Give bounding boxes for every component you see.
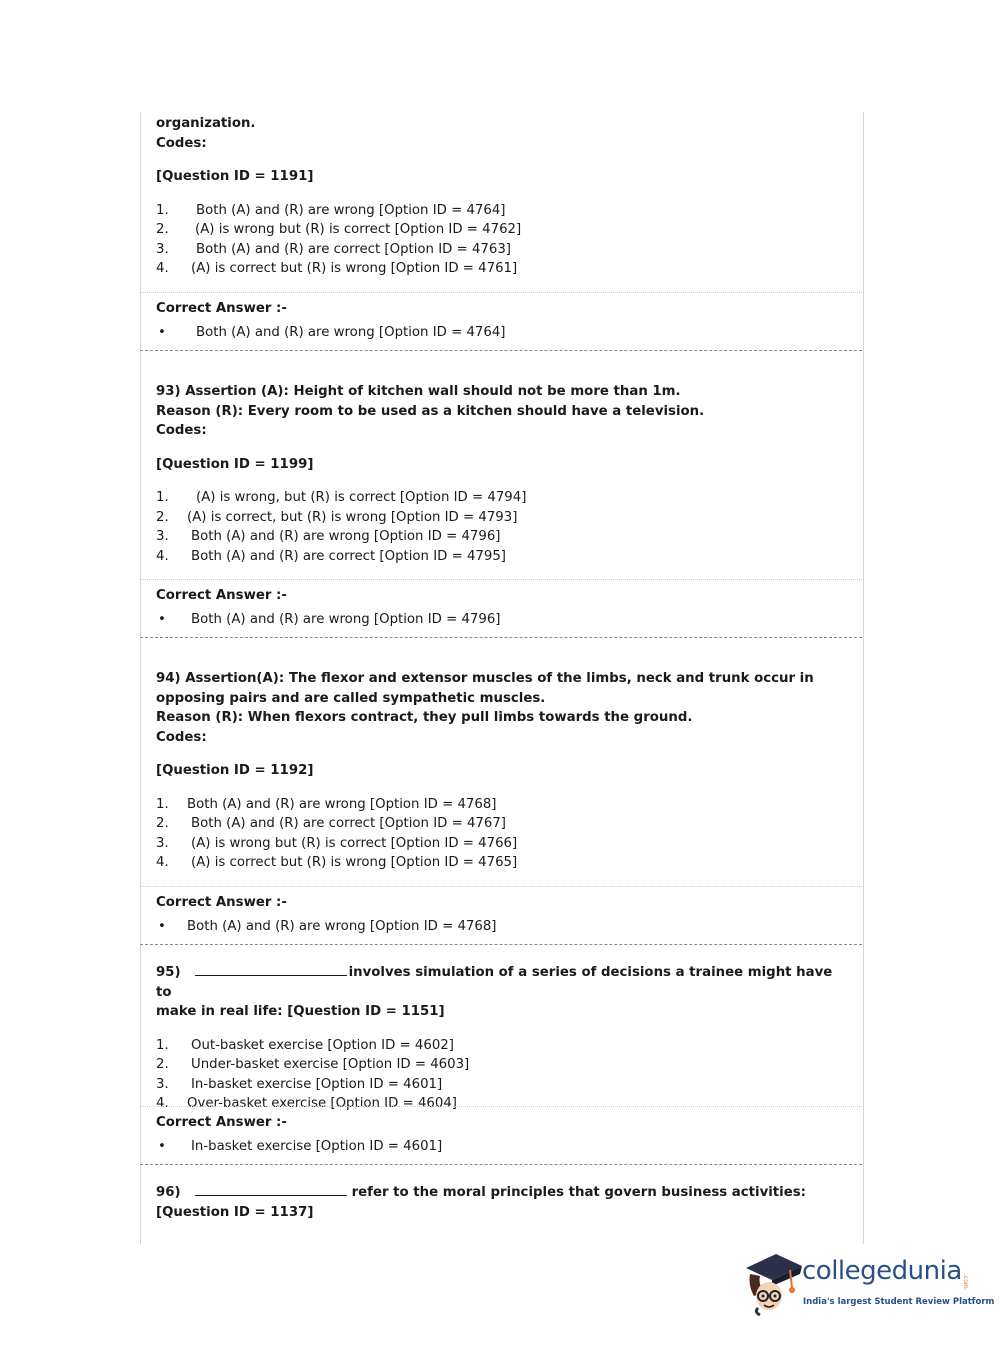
question-stem-line: [156, 1182, 846, 1203]
correct-answer-label: Correct Answer :-: [156, 895, 287, 910]
question-stem-text: involves simulation of a series of decisions a trainee might have to: [156, 965, 833, 1000]
question-id: [Question ID = 1199]: [156, 456, 314, 472]
logo-tagline: India's largest Student Review Platform: [803, 1297, 995, 1307]
correct-answer-label: Correct Answer :-: [156, 588, 287, 603]
option-item: [156, 201, 846, 221]
question-stem-line: organization.: [156, 116, 256, 131]
correct-answer-label: Correct Answer :-: [156, 301, 287, 316]
question-stem-line: Reason (R): When flexors contract, they pull limbs towards the ground.: [156, 710, 693, 725]
option-item: [156, 853, 846, 873]
correct-answer-section: [156, 893, 846, 936]
question-separator: [140, 637, 862, 638]
correct-answer-text: Both (A) and (R) are wrong [Option ID = 4764]: [196, 324, 506, 340]
option-number: 2.: [156, 816, 169, 831]
divider: [140, 1106, 862, 1107]
correct-answer-row: [156, 610, 846, 630]
option-number: 4.: [156, 548, 169, 564]
bullet-icon: •: [158, 324, 166, 340]
divider: [140, 886, 862, 887]
question-stem-line: Codes:: [156, 423, 207, 438]
question-94: [156, 669, 846, 873]
question-id: [Question ID = 1191]: [156, 169, 314, 184]
question-stem-line: 94) Assertion(A): The flexor and extensor muscles of the limbs, neck and trunk occur in: [156, 671, 814, 686]
option-text: Both (A) and (R) are correct [Option ID = 4795]: [191, 548, 506, 564]
logo-wordmark: collegedunia: [802, 1256, 962, 1286]
correct-answer-text: Both (A) and (R) are wrong [Option ID = 4796]: [191, 611, 501, 627]
correct-answer-row: [156, 917, 846, 937]
option-text: Both (A) and (R) are wrong [Option ID = 4764]: [196, 202, 506, 218]
option-text: (A) is correct but (R) is wrong [Option ID = 4765]: [191, 855, 518, 870]
question-number: 95): [156, 965, 181, 980]
question-95: [156, 962, 846, 1114]
options-list: [156, 1036, 846, 1114]
option-item: [156, 1075, 846, 1095]
options-list: [156, 201, 846, 279]
option-text: Both (A) and (R) are correct [Option ID = 4763]: [196, 241, 511, 257]
bullet-icon: •: [158, 1138, 166, 1154]
option-number: 2.: [156, 222, 169, 237]
question-separator: [140, 350, 862, 351]
option-number: 1.: [156, 490, 169, 505]
option-text: Both (A) and (R) are wrong [Option ID = 4796]: [191, 529, 501, 544]
option-text: (A) is correct but (R) is wrong [Option ID = 4761]: [191, 261, 518, 276]
question-stem-line: opposing pairs and are called sympathetic muscles.: [156, 690, 546, 706]
question-id: [Question ID = 1137]: [156, 1204, 314, 1220]
option-number: 4.: [156, 855, 169, 870]
collegedunia-logo[interactable]: [742, 1248, 995, 1320]
question-separator: [140, 944, 862, 945]
option-item: [156, 220, 846, 240]
option-text: In-basket exercise [Option ID = 4601]: [191, 1076, 443, 1092]
option-text: Over-basket exercise [Option ID = 4604]: [187, 1096, 457, 1111]
option-text: Both (A) and (R) are correct [Option ID = 4767]: [191, 816, 506, 831]
option-number: 2.: [156, 509, 169, 525]
question-96: [156, 1182, 846, 1222]
option-item: [156, 508, 846, 528]
option-number: 3.: [156, 529, 169, 544]
option-text: Both (A) and (R) are wrong [Option ID = 4768]: [187, 796, 497, 812]
mascot-icon: [742, 1248, 804, 1316]
question-id: [Question ID = 1192]: [156, 763, 314, 778]
option-number: 4.: [156, 261, 169, 276]
correct-answer-section: [156, 299, 846, 342]
bullet-icon: •: [158, 611, 166, 627]
option-number: 3.: [156, 241, 169, 257]
option-item: [156, 547, 846, 567]
option-item: [156, 259, 846, 279]
option-text: Out-basket exercise [Option ID = 4602]: [191, 1037, 454, 1053]
option-item: [156, 814, 846, 834]
option-item: [156, 1036, 846, 1056]
option-number: 4.: [156, 1096, 169, 1111]
question-separator: [140, 1164, 862, 1165]
option-number: 3.: [156, 835, 169, 851]
correct-answer-row: [156, 1137, 846, 1157]
correct-answer-label: Correct Answer :-: [156, 1115, 287, 1130]
option-text: (A) is wrong but (R) is correct [Option ID = 4766]: [191, 835, 518, 851]
options-list: [156, 795, 846, 873]
option-number: 3.: [156, 1076, 169, 1092]
divider: [140, 292, 862, 293]
question-stem-line: Codes:: [156, 135, 207, 151]
options-list: [156, 488, 846, 566]
correct-answer-row: [156, 323, 846, 343]
option-number: 1.: [156, 1037, 169, 1053]
option-number: 1.: [156, 796, 169, 812]
question-92-tail: [156, 114, 846, 279]
option-text: (A) is wrong, but (R) is correct [Option ID = 4794]: [196, 490, 527, 505]
question-stem-line: [156, 962, 846, 1002]
correct-answer-text: Both (A) and (R) are wrong [Option ID = 4768]: [187, 918, 497, 934]
option-item: [156, 527, 846, 547]
question-stem-line: Reason (R): Every room to be used as a kitchen should have a television.: [156, 403, 705, 419]
question-stem-line: 93) Assertion (A): Height of kitchen wall should not be more than 1m.: [156, 384, 681, 399]
question-stem-text: refer to the moral principles that govern business activities:: [351, 1185, 806, 1200]
option-item: [156, 488, 846, 508]
option-number: 1.: [156, 202, 169, 218]
question-stem-line: make in real life: [Question ID = 1151]: [156, 1004, 445, 1019]
option-item: [156, 1094, 846, 1114]
question-number: 96): [156, 1185, 181, 1200]
fill-blank: [195, 1182, 347, 1196]
option-item: [156, 1055, 846, 1075]
question-stem-line: Codes:: [156, 729, 207, 745]
option-item: [156, 240, 846, 260]
bullet-icon: •: [158, 918, 166, 934]
correct-answer-text: In-basket exercise [Option ID = 4601]: [191, 1138, 443, 1154]
logo-suffix: .com: [962, 1274, 969, 1289]
option-item: [156, 795, 846, 815]
option-item: [156, 834, 846, 854]
correct-answer-section: [156, 586, 846, 629]
option-text: (A) is correct, but (R) is wrong [Option ID = 4793]: [187, 509, 518, 525]
fill-blank: [195, 962, 347, 976]
question-93: [156, 382, 846, 566]
option-text: Under-basket exercise [Option ID = 4603]: [191, 1057, 470, 1072]
divider: [140, 579, 862, 580]
option-text: (A) is wrong but (R) is correct [Option ID = 4762]: [195, 222, 522, 237]
option-number: 2.: [156, 1057, 169, 1072]
correct-answer-section: [156, 1113, 846, 1156]
